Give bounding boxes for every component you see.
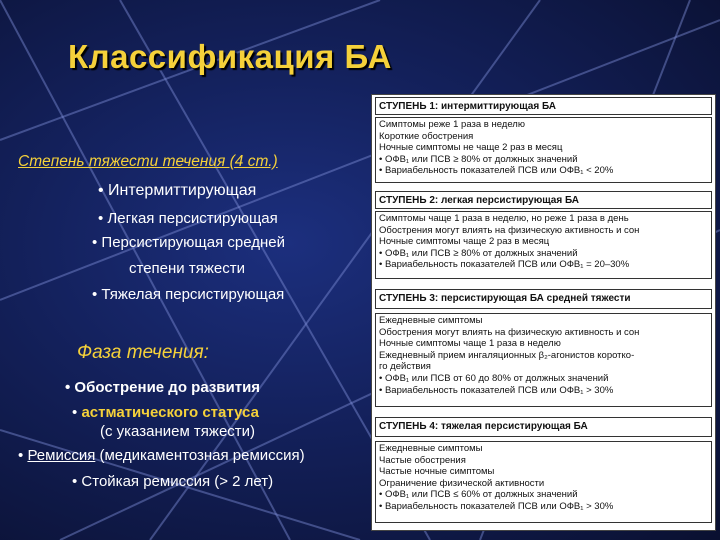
step2-body: [375, 211, 712, 279]
step2-line: Симптомы чаще 1 раза в неделю, но реже 1 раза в день: [379, 213, 629, 224]
step4-line: Ограничение физической активности: [379, 477, 545, 489]
severity-item: • Интермиттирующая: [98, 182, 257, 199]
step1-line: • Вариабельность показателей ПСВ или ОФВ₁ < 20%: [379, 165, 614, 177]
step4-body: [375, 441, 712, 523]
step1-line: Короткие обострения: [379, 130, 474, 142]
step1-line: • ОФВ₁ или ПСВ ≥ 80% от должных значений: [379, 153, 578, 165]
step2-header: СТУПЕНЬ 2: легкая персистирующая БА: [375, 191, 712, 209]
step4-line: Частые обострения: [379, 454, 466, 466]
step1-body: [375, 117, 712, 183]
severity-heading: Степень тяжести течения (4 ст.): [18, 153, 278, 170]
slide-title: Классификация БА: [68, 38, 392, 75]
step4-line: Частые ночные симптомы: [379, 466, 495, 478]
phase-item: [18, 447, 305, 464]
step4-line: Ежедневные симптомы: [379, 443, 483, 454]
step1-header: СТУПЕНЬ 1: интермиттирующая БА: [375, 97, 712, 115]
step3-line: Ежедневный прием ингаляционных β₂-агонистов коротко-: [379, 349, 635, 361]
step2-line: • ОФВ₁ или ПСВ ≥ 80% от должных значений: [379, 247, 578, 259]
step2-line: Обострения могут влиять на физическую активность и сон: [379, 224, 640, 236]
step4-header: СТУПЕНЬ 4: тяжелая персистирующая БА: [375, 417, 712, 437]
step2-line: • Вариабельность показателей ПСВ или ОФВ₁ = 20–30%: [379, 259, 630, 271]
step4-line: • Вариабельность показателей ПСВ или ОФВ₁ > 30%: [379, 500, 614, 512]
phase-item: (с указанием тяжести): [100, 423, 256, 440]
remission-rest: (медикаментозная ремиссия): [99, 447, 305, 464]
step1-line: Симптомы реже 1 раза в неделю: [379, 119, 525, 130]
step1-line: Ночные симптомы не чаще 2 раз в месяц: [379, 142, 563, 154]
step3-header: СТУПЕНЬ 3: персистирующая БА средней тяжести: [375, 289, 712, 309]
status-highlight: астматического статуса: [81, 404, 259, 421]
phase-heading: Фаза течения:: [77, 342, 209, 363]
step4-line: • ОФВ₁ или ПСВ ≤ 60% от должных значений: [379, 489, 578, 501]
severity-item: степени тяжести: [129, 260, 245, 277]
phase-item: • Стойкая ремиссия (> 2 лет): [72, 473, 274, 490]
step3-body: [375, 313, 712, 407]
remission-underlined: Ремиссия: [27, 447, 96, 464]
step3-line: го действия: [379, 361, 431, 373]
severity-table: [371, 94, 716, 531]
step3-line: Ежедневные симптомы: [379, 315, 483, 326]
severity-item: • Тяжелая персистирующая: [92, 286, 285, 303]
severity-item: • Легкая персистирующая: [98, 210, 278, 227]
step3-line: Ночные симптомы чаще 1 раза в неделю: [379, 338, 561, 350]
step3-line: Обострения могут влиять на физическую активность и сон: [379, 326, 640, 338]
phase-item: [72, 404, 259, 421]
severity-item: • Персистирующая средней: [92, 234, 286, 251]
phase-item: • Обострение до развития: [65, 379, 261, 396]
bullet: •: [72, 404, 78, 421]
step3-line: • Вариабельность показателей ПСВ или ОФВ₁ > 30%: [379, 384, 614, 396]
step3-line: • ОФВ₁ или ПСВ от 60 до 80% от должных значений: [379, 372, 609, 384]
bullet: •: [18, 447, 24, 464]
step2-line: Ночные симптомы чаще 2 раз в месяц: [379, 236, 550, 248]
